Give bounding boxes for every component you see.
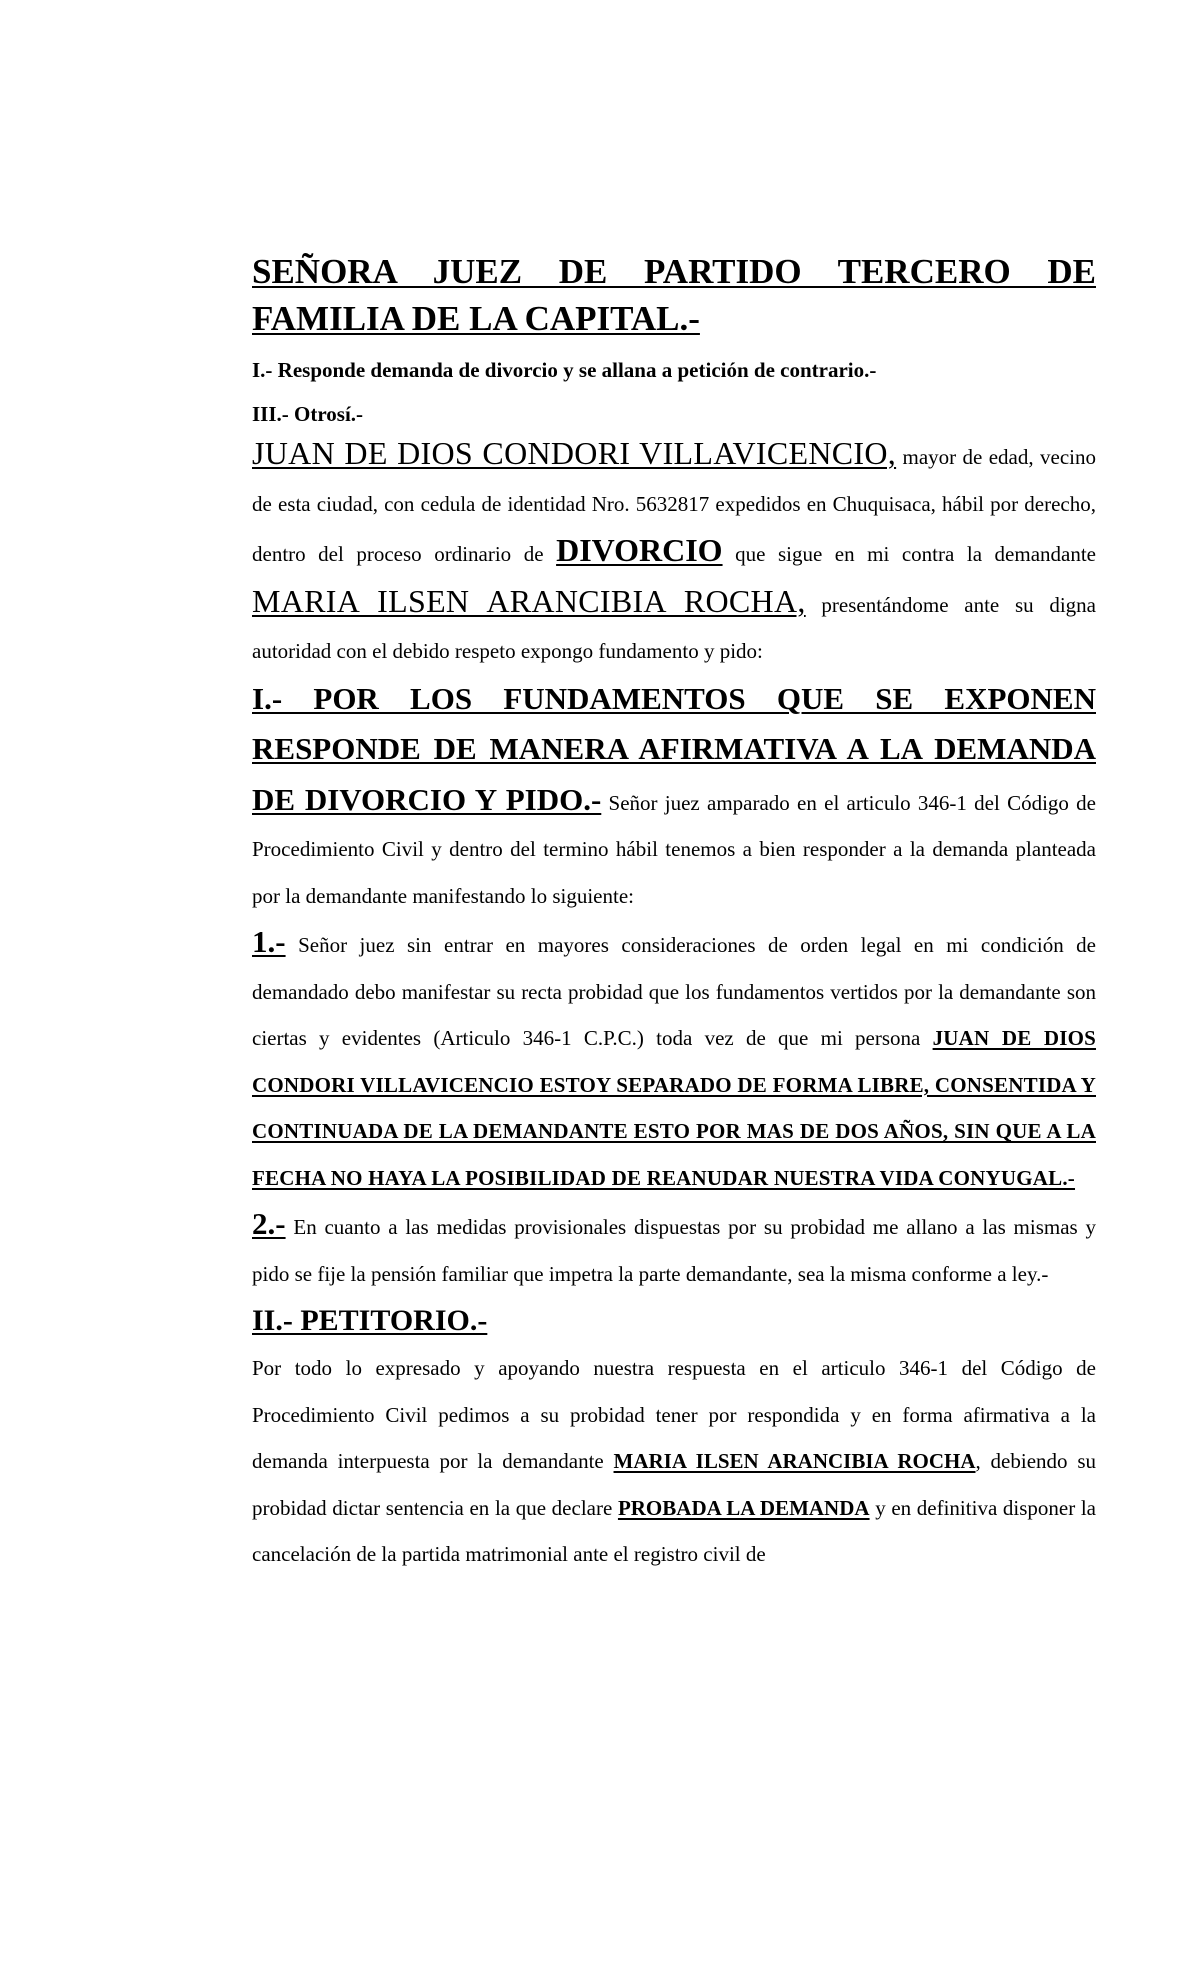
summary-item-1: I.- Responde demanda de divorcio y se allana a petición de contrario.- bbox=[252, 358, 877, 382]
section-2-title: II.- PETITORIO.- bbox=[252, 1304, 488, 1337]
court-address-line-1: SEÑORA JUEZ DE PARTIDO TERCERO DE bbox=[252, 252, 1096, 291]
document-page bbox=[252, 248, 1096, 1578]
section-2-name: MARIA ILSEN ARANCIBIA ROCHA bbox=[613, 1449, 976, 1473]
point-2-paragraph bbox=[252, 1201, 1096, 1297]
point-1-number: 1.- bbox=[252, 924, 286, 959]
section-1-title: I.- POR LOS FUNDAMENTOS QUE SE EXPONEN RESPONDE DE MANERA AFIRMATIVA A LA DEMANDA DE DIVORCIO Y PIDO.- bbox=[252, 680, 1096, 817]
intro-text-2: que sigue en mi contra la demandante bbox=[722, 542, 1096, 566]
section-2-text-2: , debiendo su probidad dictar sentencia en la que declare bbox=[252, 1449, 1096, 1520]
section-2-text-1: Por todo lo expresado y apoyando nuestra respuesta en el articulo 346-1 del Código de Procedimiento Civil pedimos a su probidad tener por respondida y en forma afirmativa a la demanda interpuesta por la demandante bbox=[252, 1356, 1096, 1473]
summary-item-2: III.- Otrosí.- bbox=[252, 402, 364, 426]
intro-paragraph bbox=[252, 430, 1096, 675]
divorcio-word: DIVORCIO bbox=[556, 532, 723, 568]
probada-la-demanda: PROBADA LA DEMANDA bbox=[617, 1495, 870, 1520]
court-address-heading bbox=[252, 248, 1096, 342]
court-address-line-2: FAMILIA DE LA CAPITAL.- bbox=[252, 299, 700, 338]
point-2-text: En cuanto a las medidas provisionales dispuestas por su probidad me allano a las mismas y pido se fije la pensión familiar que impetra la parte demandante, sea la misma conforme a ley.- bbox=[252, 1215, 1096, 1286]
defendant-name: JUAN DE DIOS CONDORI VILLAVICENCIO, bbox=[252, 435, 897, 471]
section-1-paragraph bbox=[252, 675, 1096, 920]
point-1-text: Señor juez sin entrar en mayores consideraciones de orden legal en mi condición de demandado debo manifestar su recta probidad que los fundamentos vertidos por la demandante son ciertas y evidentes (Articulo 346-1 C.P.C.) toda vez de que mi persona bbox=[252, 933, 1096, 1050]
point-2-number: 2.- bbox=[252, 1206, 286, 1241]
section-1-text: Señor juez amparado en el articulo 346-1 del Código de Procedimiento Civil y dentro del termino hábil tenemos a bien responder a la demanda planteada por la demandante manifestando lo siguiente: bbox=[252, 790, 1097, 908]
point-1-emphasis: JUAN DE DIOS CONDORI VILLAVICENCIO ESTOY SEPARADO DE FORMA LIBRE, CONSENTIDA Y CONTINUADA DE LA DEMANDANTE ESTO POR MAS DE DOS AÑOS, SIN QUE A LA FECHA NO HAYA LA POSIBILIDAD DE REANUDAR NUESTRA VIDA CONYUGAL.- bbox=[252, 1026, 1097, 1190]
intro-text-1: mayor de edad, vecino de esta ciudad, con cedula de identidad Nro. 5632817 expedidos en Chuquisaca, hábil por derecho, dentro del proceso ordinario de bbox=[252, 445, 1096, 566]
plaintiff-name: MARIA ILSEN ARANCIBIA ROCHA, bbox=[252, 582, 806, 619]
intro-text-3: presentándome ante su digna autoridad con el debido respeto expongo fundamento y pido: bbox=[252, 592, 1097, 663]
section-2-paragraph bbox=[252, 1345, 1096, 1578]
point-1-paragraph bbox=[252, 919, 1096, 1201]
section-2-text-3: y en definitiva disponer la cancelación de la partida matrimonial ante el registro civil de bbox=[252, 1495, 1097, 1566]
